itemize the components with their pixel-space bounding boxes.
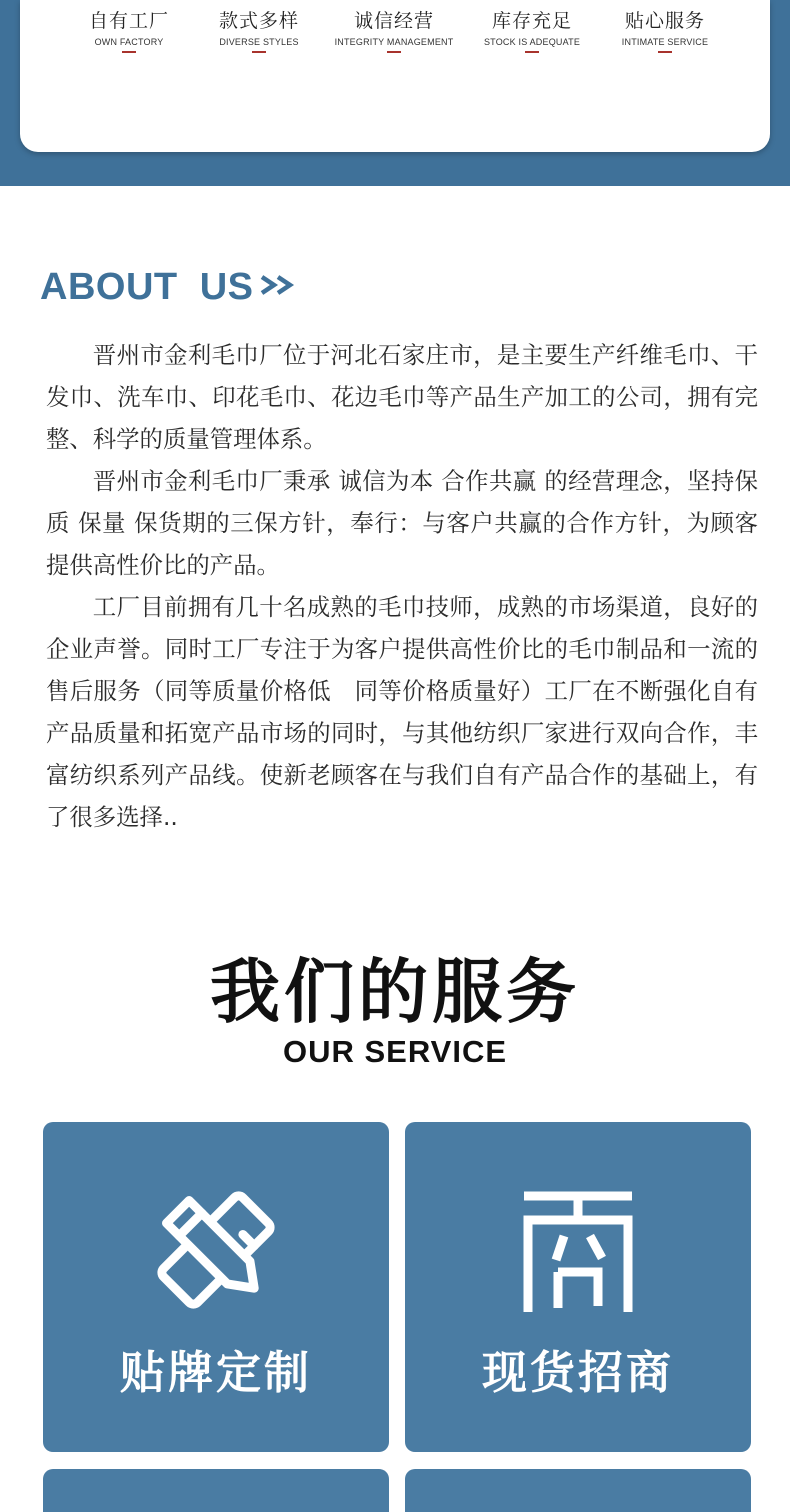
service-card-partial[interactable] <box>405 1469 751 1512</box>
double-chevron-right-icon <box>258 270 298 300</box>
feature-stock <box>457 6 607 53</box>
about-title: ABOUT US <box>40 266 254 308</box>
feature-title: 库存充足 <box>491 10 572 32</box>
feature-divider <box>122 51 136 53</box>
service-card-label: 现货招商 <box>481 1346 674 1399</box>
feature-subtitle: INTIMATE SERVICE <box>621 37 709 47</box>
feature-title: 款式多样 <box>218 10 299 32</box>
service-card-stock[interactable] <box>405 1122 751 1452</box>
feature-divider <box>658 51 672 53</box>
pencil-ruler-icon <box>43 1190 389 1310</box>
feature-intimate-service <box>590 6 740 53</box>
service-card-oem[interactable] <box>43 1122 389 1452</box>
features-card <box>20 0 770 152</box>
feature-title: 贴心服务 <box>624 10 705 32</box>
about-paragraph: 晋州市金利毛巾厂位于河北石家庄市，是主要生产纤维毛巾、干发巾、洗车巾、印花毛巾、花边毛巾等产品生产加工的公司，拥有完整、科学的质量管理体系。 <box>46 341 758 453</box>
feature-subtitle: INTEGRITY MANAGEMENT <box>334 37 454 47</box>
feature-divider <box>252 51 266 53</box>
shang-character-icon <box>405 1188 751 1318</box>
service-card-partial[interactable] <box>43 1469 389 1512</box>
about-paragraph: 工厂目前拥有几十名成熟的毛巾技师，成熟的市场渠道，良好的企业声誉。同时工厂专注于为客户提供高性价比的毛巾制品和一流的售后服务（同等质量价格低 同等价格质量好）工厂在不断强化自有产品质量和拓宽产品市场的同时，与其他纺织厂家进行双向合作，丰富纺织系列产品线。使新老顾客在与我们自有产品合作的基础上，有了很多选择.. <box>46 593 758 831</box>
service-title: 我们的服务 <box>210 951 580 1033</box>
about-paragraph: 晋州市金利毛巾厂秉承 诚信为本 合作共赢 的经营理念，坚持保质 保量 保货期的三保方针，奉行：与客户共赢的合作方针，为顾客提供高性价比的产品。 <box>46 467 758 579</box>
service-card-label: 贴牌定制 <box>119 1346 312 1399</box>
feature-subtitle: DIVERSE STYLES <box>219 37 299 47</box>
feature-divider <box>387 51 401 53</box>
feature-title: 自有工厂 <box>88 10 169 32</box>
service-subtitle: OUR SERVICE <box>282 1034 508 1069</box>
feature-own-factory <box>54 6 204 53</box>
feature-divider <box>525 51 539 53</box>
about-text <box>46 334 758 838</box>
feature-title: 诚信经营 <box>353 10 434 32</box>
feature-subtitle: OWN FACTORY <box>94 37 164 47</box>
feature-subtitle: STOCK IS ADEQUATE <box>483 37 581 47</box>
feature-diverse-styles <box>184 6 334 53</box>
feature-integrity <box>319 6 469 53</box>
